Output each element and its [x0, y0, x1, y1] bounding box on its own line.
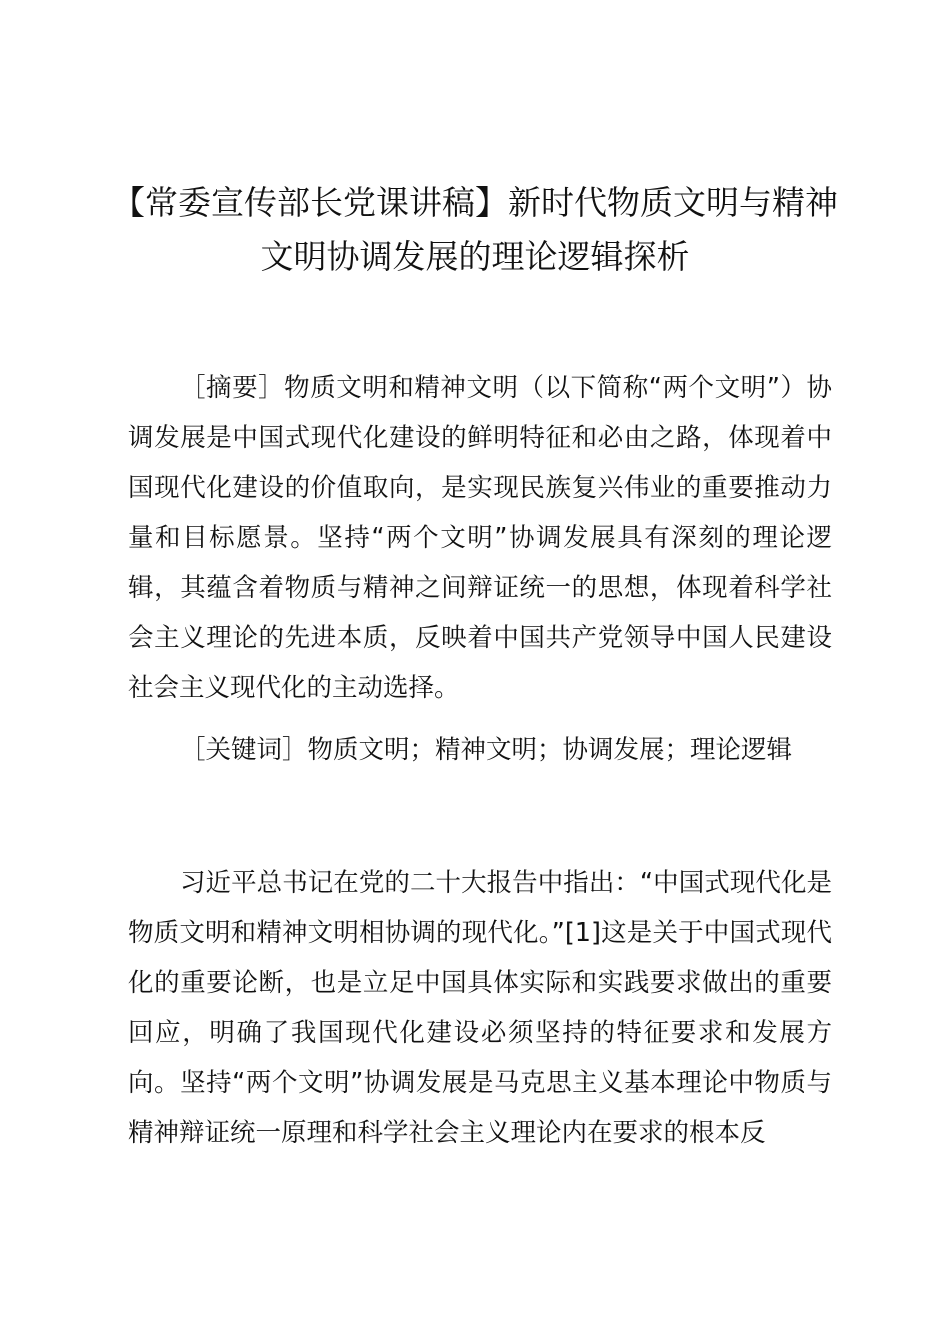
document-title: 【常委宣传部长党课讲稿】新时代物质文明与精神文明协调发展的理论逻辑探析 [112, 183, 838, 276]
keywords-paragraph: ［关键词］物质文明；精神文明；协调发展；理论逻辑 [180, 735, 793, 765]
intro-paragraph: 习近平总书记在党的二十大报告中指出：“中国式现代化是物质文明和精神文明相协调的现代化。”[1]这是关于中国式现代化的重要论断，也是立足中国具体实际和实践要求做出的重要回应，明确了我国现代化建设必须坚持的特征要求和发展方向。坚持“两个文明”协调发展是马克思主义基本理论中物质与精神辩证统一原理和科学社会主义理论内在要求的根本反 [128, 868, 832, 1148]
abstract-paragraph: ［摘要］物质文明和精神文明（以下简称“两个文明”）协调发展是中国式现代化建设的鲜明特征和必由之路，体现着中国现代化建设的价值取向，是实现民族复兴伟业的重要推动力量和目标愿景。坚持“两个文明”协调发展具有深刻的理论逻辑，其蕴含着物质与精神之间辩证统一的思想，体现着科学社会主义理论的先进本质，反映着中国共产党领导中国人民建设社会主义现代化的主动选择。 [128, 373, 832, 703]
